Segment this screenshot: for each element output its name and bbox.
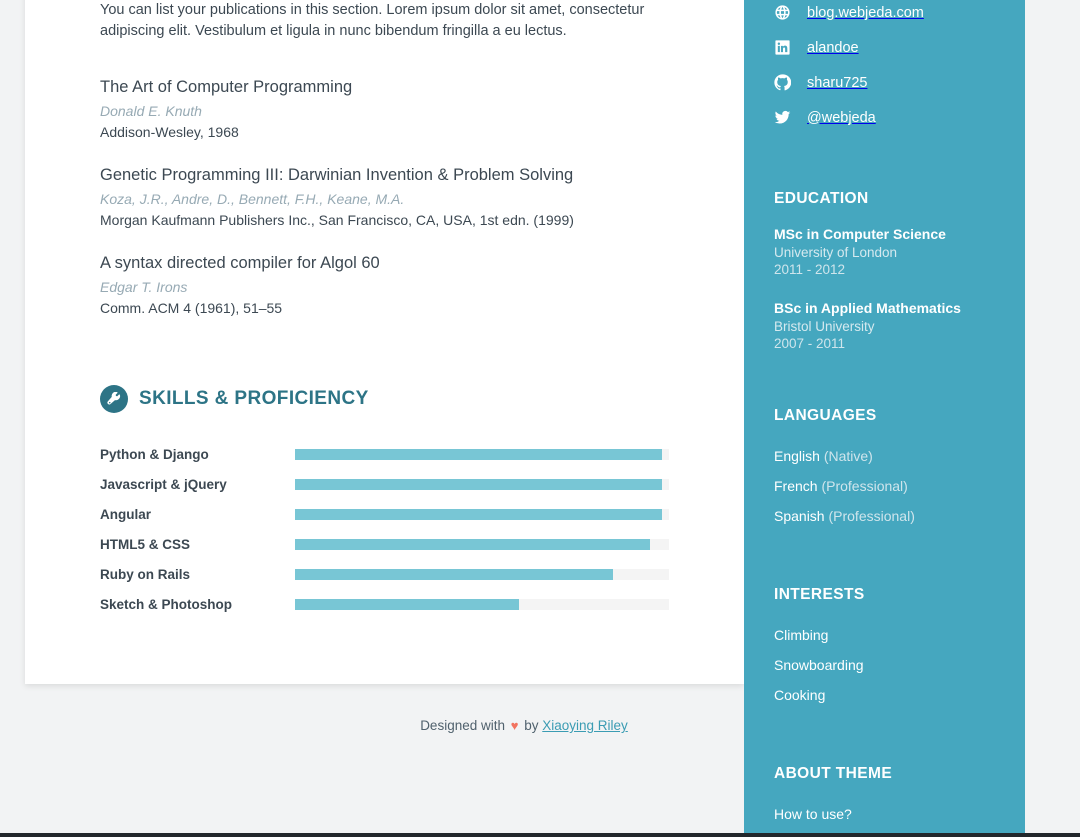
skill-label: Python & Django (100, 446, 209, 462)
resume-card (25, 0, 744, 684)
card-content (25, 0, 744, 619)
contact-list (774, 0, 995, 135)
skill-bar-fill (295, 479, 662, 490)
education-section (774, 190, 995, 352)
publication-title: Genetic Programming III: Darwinian Invention & Problem Solving (100, 166, 574, 184)
language-item (774, 441, 995, 471)
interests-heading: INTERESTS (774, 586, 865, 603)
credit-middle: by (524, 718, 539, 733)
twitter-icon (774, 109, 791, 126)
education-degree: BSc in Applied Mathematics (774, 300, 961, 316)
contact-item-blog[interactable] (774, 0, 995, 30)
education-item (774, 224, 995, 278)
publication-meta: Comm. ACM 4 (1961), 51–55 (100, 300, 283, 316)
how-to-use-link[interactable]: How to use? (774, 806, 852, 822)
language-item (774, 501, 995, 531)
github-icon (774, 74, 791, 91)
credit-prefix: Designed with (420, 718, 505, 733)
language-name: Spanish (774, 508, 825, 524)
heart-icon: ♥ (510, 718, 519, 733)
contact-label: alandoe (807, 39, 859, 56)
skill-bar-track (295, 509, 669, 520)
sidebar (744, 0, 1025, 833)
skill-bar-fill (295, 599, 519, 610)
skill-bar-track (295, 539, 669, 550)
publications-list (100, 77, 669, 318)
publication-title: The Art of Computer Programming (100, 78, 353, 96)
language-level: (Professional) (821, 478, 908, 494)
skill-row (100, 499, 669, 529)
education-degree: MSc in Computer Science (774, 226, 946, 242)
skill-label: Sketch & Photoshop (100, 596, 233, 612)
publication-authors: Donald E. Knuth (100, 103, 202, 119)
language-level: (Native) (823, 448, 873, 464)
publications-intro: You can list your publications in this section. Lorem ipsum dolor sit amet, consectetur adipiscing elit. Vestibulum et ligula in nunc bibendum fringilla a eu lectus. (100, 2, 645, 39)
publication-item (100, 253, 669, 318)
skills-heading-row (100, 385, 669, 413)
interest-item: Snowboarding (774, 657, 864, 673)
contact-item-github[interactable] (774, 65, 995, 100)
contact-label: blog.webjeda.com (807, 4, 924, 21)
interest-item: Climbing (774, 627, 829, 643)
languages-section (774, 407, 995, 531)
linkedin-icon (774, 39, 791, 56)
publication-title: A syntax directed compiler for Algol 60 (100, 254, 380, 272)
interest-item: Cooking (774, 687, 826, 703)
education-heading: EDUCATION (774, 190, 869, 207)
globe-icon (774, 4, 791, 21)
publication-item (100, 165, 669, 230)
skill-bar-fill (295, 569, 613, 580)
interests-section (774, 586, 995, 710)
education-years: 2007 - 2011 (774, 336, 846, 351)
skill-bar-fill (295, 509, 662, 520)
skill-row (100, 559, 669, 589)
education-school: University of London (774, 245, 898, 260)
skill-label: Ruby on Rails (100, 566, 191, 582)
skill-bar-track (295, 479, 669, 490)
publication-authors: Koza, J.R., Andre, D., Bennett, F.H., Keane, M.A. (100, 191, 405, 207)
skill-row (100, 469, 669, 499)
skill-label: Javascript & jQuery (100, 476, 227, 492)
publication-authors: Edgar T. Irons (100, 279, 188, 295)
skill-bar-track (295, 599, 669, 610)
language-name: English (774, 448, 820, 464)
education-school: Bristol University (774, 319, 875, 334)
skills-section-title: SKILLS & PROFICIENCY (139, 388, 369, 409)
contact-label: @webjeda (807, 109, 876, 126)
skill-label: Angular (100, 506, 152, 522)
contact-item-twitter[interactable] (774, 100, 995, 135)
skill-bar-fill (295, 539, 650, 550)
skill-row (100, 589, 669, 619)
skill-bar-fill (295, 449, 662, 460)
education-item (774, 298, 995, 352)
about-theme-section (774, 765, 995, 829)
language-level: (Professional) (828, 508, 915, 524)
education-years: 2011 - 2012 (774, 262, 846, 277)
languages-heading: LANGUAGES (774, 407, 877, 424)
language-name: French (774, 478, 818, 494)
language-item (774, 471, 995, 501)
skill-row (100, 439, 669, 469)
designer-link[interactable]: Xiaoying Riley (542, 718, 628, 733)
skill-row (100, 529, 669, 559)
publication-meta: Morgan Kaufmann Publishers Inc., San Francisco, CA, USA, 1st edn. (1999) (100, 212, 574, 228)
publication-item (100, 77, 669, 142)
contact-item-linkedin[interactable] (774, 30, 995, 65)
about-theme-heading: ABOUT THEME (774, 765, 893, 782)
publication-meta: Addison-Wesley, 1968 (100, 124, 239, 140)
wrench-icon (100, 385, 128, 413)
bottom-strip (0, 833, 1080, 837)
sidebar-content (774, 0, 995, 829)
skill-label: HTML5 & CSS (100, 536, 191, 552)
skill-bar-track (295, 569, 669, 580)
contact-label: sharu725 (807, 74, 868, 91)
skill-bar-track (295, 449, 669, 460)
skills-section (100, 385, 669, 619)
